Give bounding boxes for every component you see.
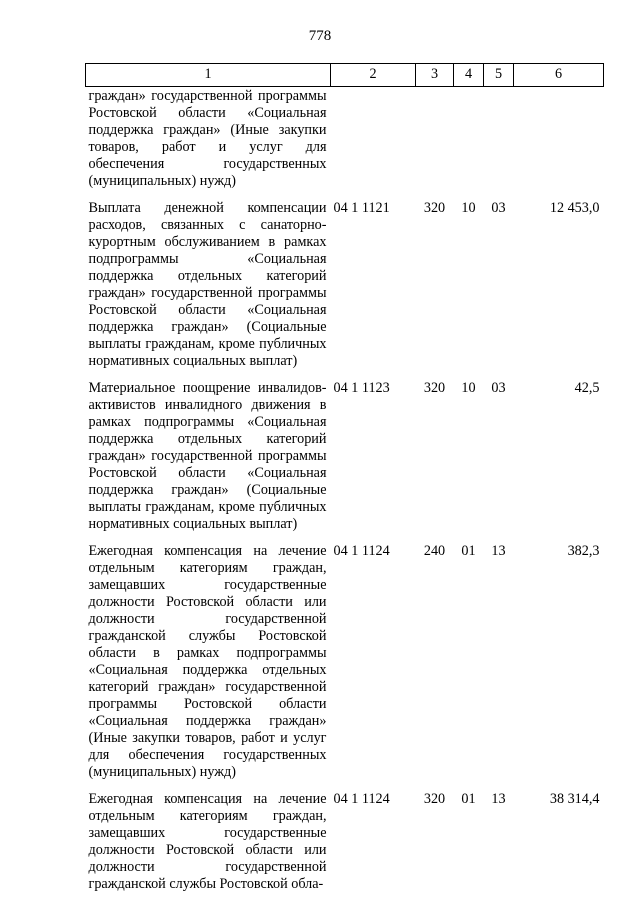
table-row <box>86 781 604 893</box>
row-description: граждан» государственной программы Ростовской области «Социальная поддержка граждан» (Иные закупки товаров, работ и услуг для обеспечения государственных (муниципальных) нужд) <box>88 88 327 189</box>
row-amount: 38 314,4 <box>549 791 600 807</box>
row-c4: 10 <box>461 200 476 216</box>
row-description: Ежегодная компенсация на лечение отдельным категориям граждан, замещавших государственные должности Ростовской области или должности государственной гражданской службы Ростовской обла- <box>88 791 327 892</box>
row-c4: 01 <box>461 543 476 559</box>
budget-table <box>85 63 604 893</box>
row-c5: 13 <box>491 543 506 559</box>
row-code: 04 1 1121 <box>333 200 390 216</box>
row-c3 <box>416 87 454 191</box>
row-c4: 01 <box>461 791 476 807</box>
header-col-4: 4 <box>454 64 484 87</box>
header-col-3: 3 <box>416 64 454 87</box>
header-col-2: 2 <box>331 64 416 87</box>
row-c3: 240 <box>423 543 446 559</box>
header-col-1: 1 <box>86 64 331 87</box>
row-c3: 320 <box>423 380 446 396</box>
row-code: 04 1 1124 <box>333 791 390 807</box>
row-description: Материальное поощрение инвалидов-активистов инвалидного движения в рамках подпрограммы «Социальная поддержка отдельных категорий граждан» государственной программы Ростовской области «Социальная поддержка граждан» (Социальные выплаты гражданам, кроме публичных нормативных социальных выплат) <box>88 380 327 532</box>
header-col-5: 5 <box>484 64 514 87</box>
row-description: Ежегодная компенсация на лечение отдельным категориям граждан, замещавших государственные должности Ростовской области или должности государственной гражданской службы Ростовской области в рамках подпрограммы «Социальная поддержка отдельных категорий граждан» государственной программы Ростовской области «Социальная поддержка граждан» (Иные закупки товаров, работ и услуг для обеспечения государственных (муниципальных) нужд) <box>88 543 327 780</box>
row-c5 <box>484 87 514 191</box>
row-amount: 12 453,0 <box>549 200 600 216</box>
row-amount <box>514 87 604 191</box>
row-code: 04 1 1123 <box>333 380 390 396</box>
table-row <box>86 87 604 191</box>
row-c3: 320 <box>423 791 446 807</box>
row-code: 04 1 1124 <box>333 543 390 559</box>
row-c5: 03 <box>491 200 506 216</box>
header-col-6: 6 <box>514 64 604 87</box>
table-row <box>86 370 604 533</box>
row-code <box>331 87 416 191</box>
row-c3: 320 <box>423 200 446 216</box>
row-c5: 13 <box>491 791 506 807</box>
row-description: Выплата денежной компенсации расходов, связанных с санаторно-курортным обслуживанием в рамках подпрограммы «Социальная поддержка отдельных категорий граждан» государственной программы Ростовской области «Социальная поддержка граждан» (Социальные выплаты гражданам, кроме публичных нормативных социальных выплат) <box>88 200 327 369</box>
table-row <box>86 533 604 781</box>
row-amount: 382,3 <box>567 543 600 559</box>
row-amount: 42,5 <box>574 380 600 396</box>
row-c5: 03 <box>491 380 506 396</box>
table-header-row <box>86 64 604 87</box>
table-row <box>86 190 604 370</box>
row-c4 <box>454 87 484 191</box>
row-c4: 10 <box>461 380 476 396</box>
page-number: 778 <box>308 28 332 44</box>
